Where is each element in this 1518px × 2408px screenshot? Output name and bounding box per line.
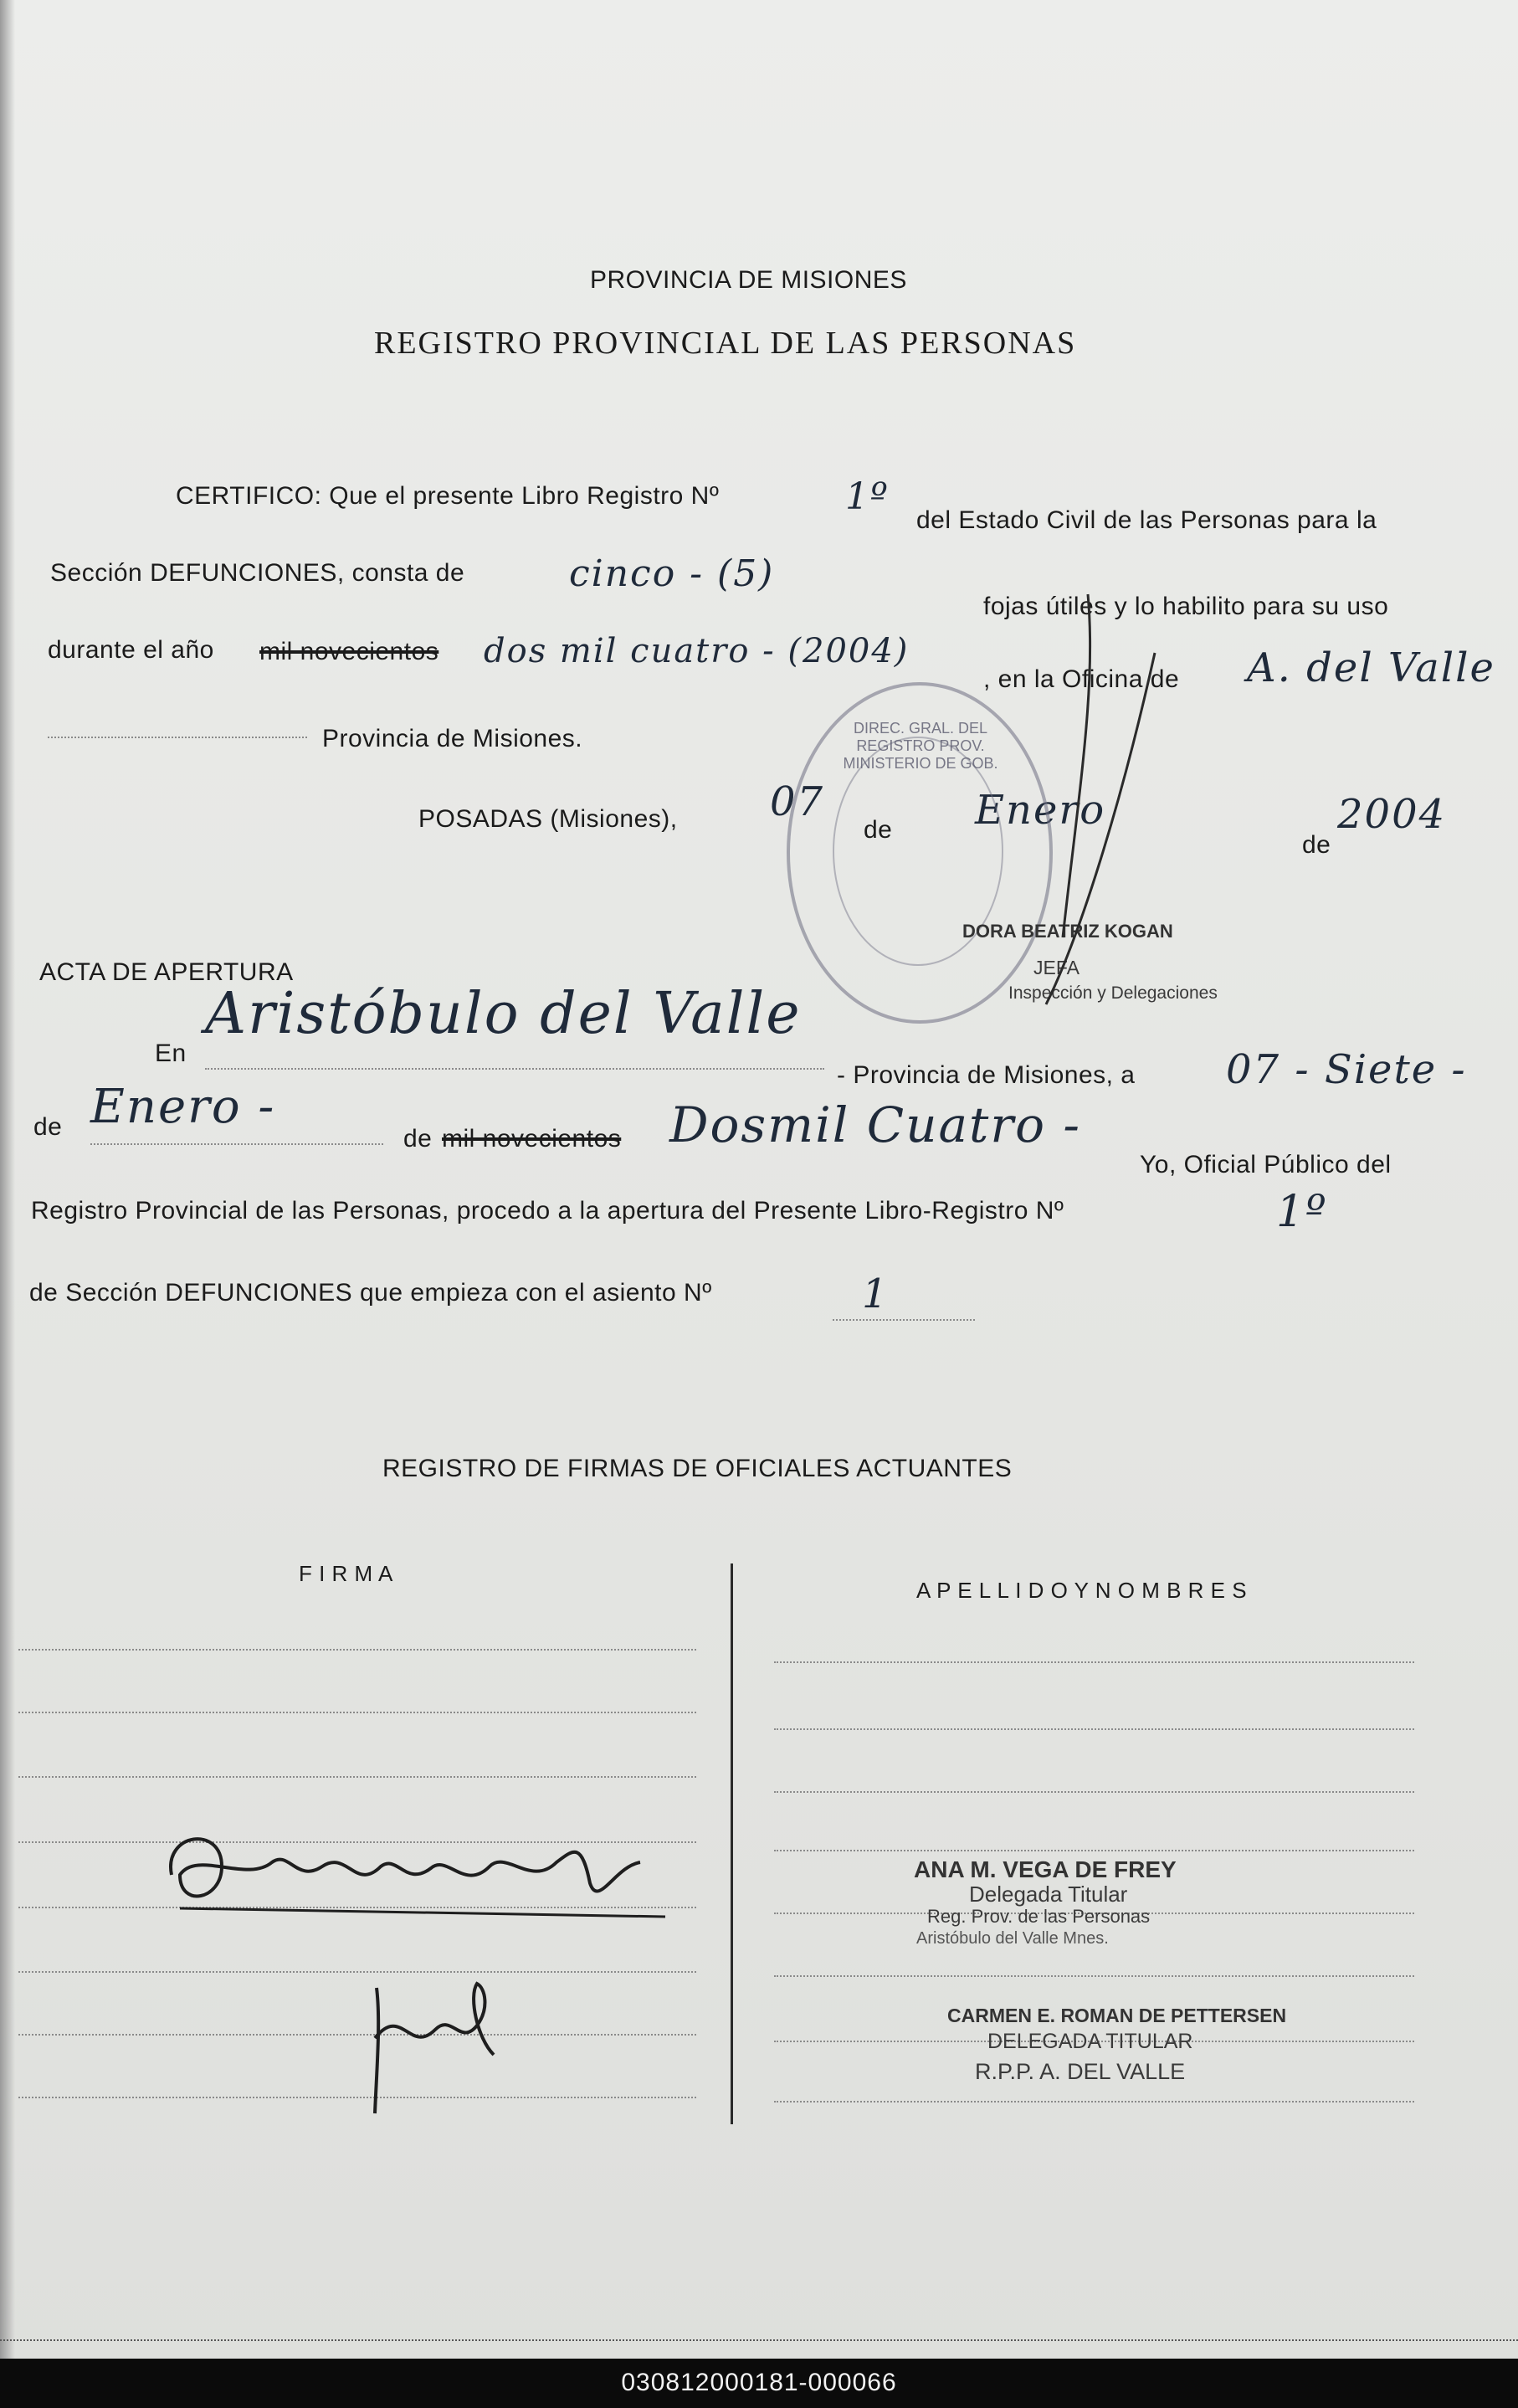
lugar-handwritten: Aristóbulo del Valle [205,981,802,1047]
stamp1-org: Reg. Prov. de las Personas [927,1906,1151,1927]
stamp2-org: R.P.P. A. DEL VALLE [975,2059,1186,2084]
seal-officer-dept: Inspección y Delegaciones [1008,983,1218,1003]
certifico-line4: Provincia de Misiones. [322,725,583,752]
anio-handwritten: dos mil cuatro - (2004) [484,632,910,670]
firma-row [18,1649,696,1651]
posadas-label: POSADAS (Misiones), [418,805,678,833]
libro-number-handwritten: 1º [1276,1187,1328,1237]
certifico-line3-b: , en la Oficina de [983,665,1180,693]
province-heading: PROVINCIA DE MISIONES [590,266,907,294]
bottom-edge-line [0,2339,1518,2341]
signature-rubric [987,586,1188,1021]
de-label: de [1302,831,1331,859]
page-edge-shadow [0,0,15,2377]
certifico-line2-b: fojas útiles y lo habilito para su uso [983,593,1389,620]
acta-line4: de Sección DEFUNCIONES que empieza con el asiento Nº [29,1279,712,1307]
acta-title: ACTA DE APERTURA [39,958,294,986]
col-nombres-header: A P E L L I D O Y N O M B R E S [916,1578,1248,1603]
acta-line2-c: Yo, Oficial Público del [1140,1151,1392,1178]
nombre-row [774,1791,1414,1793]
oficina-handwritten: A. del Valle [1247,644,1495,691]
libro-number-handwritten: 1º [845,475,890,518]
dotted-line [90,1143,383,1145]
dotted-line [48,737,307,738]
column-divider [731,1563,733,2124]
nombre-row [774,1975,1414,1977]
registry-heading: REGISTRO PROVINCIAL DE LAS PERSONAS [374,326,1077,361]
nombre-row [774,1728,1414,1730]
signature-vega-de-frey [146,1816,674,1933]
de-label: de [33,1113,63,1141]
certifico-line2-a: Sección DEFUNCIONES, consta de [50,559,465,587]
col-firma-header: F I R M A [299,1561,393,1586]
dotted-line [833,1319,975,1321]
acta-line3: Registro Provincial de las Personas, procedo a la apertura del Presente Libro-Registro Nº [31,1197,1064,1225]
acta-line1-b: - Provincia de Misiones, a [837,1061,1136,1089]
signature-roman-de-pettersen [351,1971,519,2122]
stamp2-role: DELEGADA TITULAR [987,2030,1193,2053]
mes-handwritten: Enero - [90,1080,276,1134]
dia-handwritten: 07 - Siete - [1226,1046,1467,1093]
certifico-line1-a: CERTIFICO: Que el presente Libro Registro Nº [176,482,720,510]
stamp1-role: Delegada Titular [969,1882,1128,1907]
seal-officer-role: JEFA [1033,957,1080,978]
stamp1-location: Aristóbulo del Valle Mnes. [916,1929,1109,1948]
mes-handwritten: Enero [975,787,1106,834]
fojas-handwritten: cinco - (5) [569,552,775,595]
struck-text: mil novecientos [259,638,439,665]
anio-handwritten: Dosmil Cuatro - [669,1096,1082,1153]
certifico-line1-b: del Estado Civil de las Personas para la [916,506,1377,534]
seal-ring-text: DIREC. GRAL. DEL REGISTRO PROV. MINISTERIO DE GOB. [843,720,998,772]
firmas-title: REGISTRO DE FIRMAS DE OFICIALES ACTUANTES [382,1455,1013,1482]
stamp2-name: CARMEN E. ROMAN DE PETTERSEN [947,2005,1287,2026]
dia-handwritten: 07 [770,778,825,825]
nombre-row [774,2101,1414,2103]
nombre-row [774,1661,1414,1663]
nombre-row [774,1850,1414,1851]
dotted-line [205,1068,824,1070]
asiento-handwritten: 1 [862,1271,890,1317]
de-label: de [403,1125,433,1153]
seal-officer-name: DORA BEATRIZ KOGAN [962,921,1173,942]
stamp1-name: ANA M. VEGA DE FREY [914,1856,1177,1882]
certifico-line3-a: durante el año [48,636,214,664]
struck-text: mil novecientos [442,1125,622,1153]
firma-row [18,1712,696,1713]
de-label: de [864,816,893,844]
anio-number-handwritten: 2004 [1337,791,1447,838]
acta-en: En [155,1040,187,1067]
firma-row [18,1776,696,1778]
document-id: 030812000181-000066 [621,2369,897,2396]
